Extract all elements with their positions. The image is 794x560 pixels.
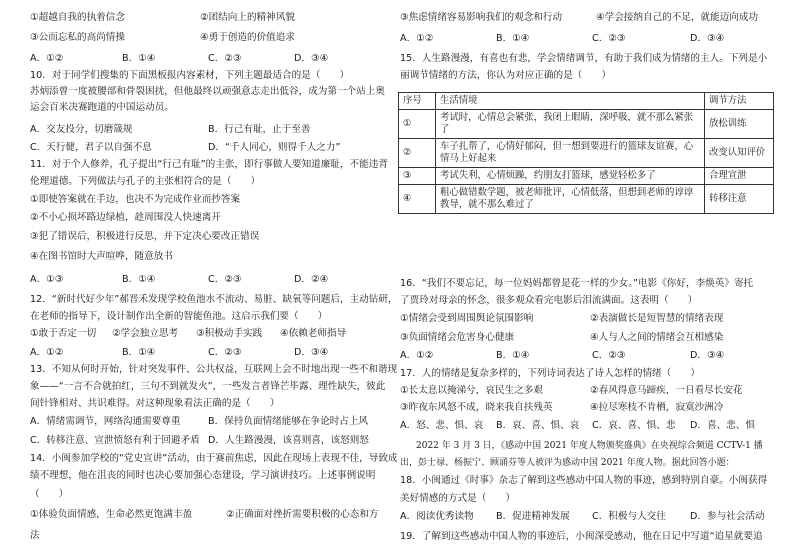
table-row-number: ④ xyxy=(399,185,436,214)
q12-item-2: ②学会独立思考 xyxy=(112,328,179,339)
q14-stem-line-1: 14．小闽参加学校的“党史宣讲”活动，由于赛前焦虑，因此在现场上表现不佳，导致成 xyxy=(30,453,398,464)
q13-stem-line-2: 象——“一言不合就拍红，三句不到就发火”，一些发言者锋芒毕露、理性缺失，彼此 xyxy=(30,381,386,392)
q16-item-4: ④人与人之间的情绪会互相感染 xyxy=(590,332,724,343)
table-row-situation: 考试失利，心情烦躁，约朋友打篮球，感觉轻松多了 xyxy=(436,168,705,185)
q9-option-d[interactable]: D．③④ xyxy=(294,53,329,64)
table-row-number: ① xyxy=(399,110,436,139)
q14-item-2: ②正确面对挫折需要积极的心态和方 xyxy=(226,509,379,520)
q10-option-c[interactable]: C．天行健，君子以自强不息 xyxy=(30,142,152,153)
q10-stem: 10．对于同学们搜集的下面黑板报内容素材，下列主题最适合的是（ ） xyxy=(30,70,350,81)
emotion-regulation-table xyxy=(398,92,774,214)
table-row-method: 改变认知评价 xyxy=(705,139,774,168)
q11-item-1: ①即使答案就在手边，也决不为完成作业而抄答案 xyxy=(30,194,241,205)
section-intro-line-1: 2022 年 3 月 3 日，《感动中国 2021 年度人物颁奖盛典》在央视综合频道 CCTV-1 播 xyxy=(416,441,763,451)
table-row-number: ② xyxy=(399,139,436,168)
table-row-method: 合理宣泄 xyxy=(705,168,774,185)
q12-option-c[interactable]: C．②③ xyxy=(208,347,242,358)
q11-option-d[interactable]: D．②④ xyxy=(294,274,329,285)
q11-option-b[interactable]: B．①④ xyxy=(122,274,156,285)
q18-option-b[interactable]: B．促进精神发展 xyxy=(496,511,570,522)
q16-item-1: ①情绪会受到周围舆论氛围影响 xyxy=(400,313,534,324)
q11-item-3: ③犯了错误后，积极进行反思，并下定决心要改正错误 xyxy=(30,231,260,242)
q17-item-2: ②春风得意马蹄疾，一日看尽长安花 xyxy=(590,385,743,396)
table-row-method: 转移注意 xyxy=(705,185,774,214)
q17-item-3: ③昨夜东风怒不成，晓来我自扶残英 xyxy=(400,402,553,413)
q12-stem-line-2: 在老师的指导下，设计制作出全新的智能鱼池。这启示我们要（ ） xyxy=(30,311,328,322)
q10-material-line-1: 苏炳添曾一度被腰部和骨裂困扰，但他最终以顽强意志走出低谷，成为第一个站上奥 xyxy=(30,86,385,97)
q19-stem: 19．了解到这些感动中国人物的事迹后，小闽深受感动，他在日记中写道“追星就要追 xyxy=(400,531,763,542)
q16-option-c[interactable]: C．②③ xyxy=(592,350,626,361)
q10-option-b[interactable]: B．行己有耻，止于至善 xyxy=(208,124,311,135)
section-intro-line-2: 出，彭士禄、杨振宁、顾诵芬等人被评为感动中国 2021 年度人物。据此回答小题： xyxy=(400,458,735,468)
q16-stem-line-1: 16．“我们不要忘记，每一位妈妈都曾是花一样的少女。”电影《你好，李焕英》寄托 xyxy=(400,278,754,289)
q12-item-4: ④依赖老师指导 xyxy=(280,328,347,339)
table-row-situation: 粗心做错数学题，被老师批评，心情低落，但想到老师的谆谆教导，就不那么难过了 xyxy=(436,185,705,214)
q14-item-4: ④学会接纳自己的不足，就能迈向成功 xyxy=(596,12,759,23)
q17-option-b[interactable]: B．哀、喜、惧、哀 xyxy=(496,420,580,431)
q13-stem-line-1: 13．不知从何时开始，针对突发事件、公共权益，互联网上会不时地出现一些不和谐现 xyxy=(30,364,398,375)
q9-item-3: ③公而忘私的高尚情操 xyxy=(30,32,125,43)
q13-option-d[interactable]: D．人生路漫漫，该喜则喜，该怒则怒 xyxy=(208,435,369,446)
q14-option-d[interactable]: D．③④ xyxy=(690,33,725,44)
right-column xyxy=(396,0,794,560)
table-row xyxy=(399,168,774,185)
q17-option-c[interactable]: C．哀、喜、惧、悲 xyxy=(592,420,676,431)
q10-option-d[interactable]: D．“千人同心，则得千人之力” xyxy=(208,142,341,153)
q18-option-d[interactable]: D．参与社会活动 xyxy=(690,511,765,522)
q17-item-1: ①长太息以掩涕兮，哀民生之多艰 xyxy=(400,385,543,396)
q13-option-c[interactable]: C．转移注意、宣泄愤怒有利于回避矛盾 xyxy=(30,435,200,446)
q12-item-1: ①敢于否定一切 xyxy=(30,328,97,339)
q18-option-c[interactable]: C．积极与人交往 xyxy=(592,511,666,522)
q16-option-b[interactable]: B．①④ xyxy=(496,350,530,361)
q14-stem-line-3: （ ） xyxy=(30,489,69,500)
table-header-situation: 生活情境 xyxy=(436,93,705,110)
q10-material-line-2: 运会百米决赛跑道的中国运动员。 xyxy=(30,102,174,113)
q18-stem-line-1: 18．小闽通过《时事》杂志了解到这些感动中国人物的事迹，感到特别自豪。小闽获得 xyxy=(400,475,768,486)
q16-item-2: ②表演做长是短智慧的情绪表现 xyxy=(590,313,724,324)
q9-item-4: ④勇于创造的价值追求 xyxy=(200,32,295,43)
q12-option-b[interactable]: B．①④ xyxy=(122,347,156,358)
q11-item-4: ④在图书馆时大声喧哗，随意放书 xyxy=(30,251,173,262)
table-row-method: 放松训练 xyxy=(705,110,774,139)
q16-item-3: ③负面情绪会危害身心健康 xyxy=(400,332,515,343)
q9-option-a[interactable]: A．①② xyxy=(30,53,64,64)
q9-item-1: ①超越自我的执着信念 xyxy=(30,12,125,23)
q14-option-a[interactable]: A．①② xyxy=(400,33,434,44)
table-header-row xyxy=(399,93,774,110)
table-row xyxy=(399,139,774,168)
q9-option-c[interactable]: C．②③ xyxy=(208,53,242,64)
q11-option-a[interactable]: A．①③ xyxy=(30,274,64,285)
q12-item-3: ③积极动手实践 xyxy=(196,328,263,339)
q14-item-3: ③焦虑情绪容易影响我们的观念和行动 xyxy=(400,12,563,23)
q14-option-c[interactable]: C．②③ xyxy=(592,33,626,44)
q13-option-b[interactable]: B．保持负面情绪能够在争论时占上风 xyxy=(208,416,369,427)
q11-item-2: ②不小心损坏路边绿植，趁周围没人快速离开 xyxy=(30,212,221,223)
q14-stem-line-2: 绩不理想，他在沮丧的同时也决心要加强心态建设，学习演讲技巧。上述事例说明 xyxy=(30,470,376,481)
q11-stem-line-1: 11．对于个人修养，孔子提出“行己有耻”的主张，即行事做人要知道廉耻，不能违背 xyxy=(30,159,388,170)
q16-option-a[interactable]: A．①② xyxy=(400,350,434,361)
q12-option-d[interactable]: D．③④ xyxy=(294,347,329,358)
table-row-number: ③ xyxy=(399,168,436,185)
q18-stem-line-2: 美好情感的方式是（ ） xyxy=(400,493,516,504)
q18-option-a[interactable]: A．阅读优秀读物 xyxy=(400,511,474,522)
table-row xyxy=(399,185,774,214)
q10-option-a[interactable]: A．交友投分，切磨箴规 xyxy=(30,124,133,135)
q17-option-d[interactable]: D．喜、悲、惧 xyxy=(690,420,755,431)
table-row-situation: 考试时，心情总会紧张，我闭上眼睛，深呼吸，就不那么紧张了 xyxy=(436,110,705,139)
q17-item-4: ④拉尽寒枝不肯栖，寂寞沙洲冷 xyxy=(590,402,724,413)
q11-stem-line-2: 伦理道德。下列做法与孔子的主张相符合的是（ ） xyxy=(30,176,261,187)
q12-stem-line-1: 12．“新时代好少年”郝晋禾发现学校鱼池水不流动、易脏、缺氧等问题后，主动钻研， xyxy=(30,294,398,305)
q17-stem: 17．人的情绪是复杂多样的，下列诗词表达了诗人怎样的情绪（ ） xyxy=(400,368,701,379)
q12-option-a[interactable]: A．①② xyxy=(30,347,64,358)
q14-item-1: ①体验负面情感，生命必然更饱满丰盈 xyxy=(30,509,193,520)
table-header-method: 调节方法 xyxy=(705,93,774,110)
q15-stem-line-2: 丽调节情绪的方法，你认为对应正确的是（ ） xyxy=(400,70,612,81)
q14-item-2-continued: 法 xyxy=(30,530,40,541)
table-row xyxy=(399,110,774,139)
q9-item-2: ②团结向上的精神风貌 xyxy=(200,12,295,23)
table-header-number: 序号 xyxy=(399,93,436,110)
table-row-situation: 车子扎帮了，心情好郁闷，但一想到要进行的篮球友谊赛，心情马上好起来 xyxy=(436,139,705,168)
q17-option-a[interactable]: A．怒、悲、惧、哀 xyxy=(400,420,484,431)
q11-option-c[interactable]: C．②③ xyxy=(208,274,242,285)
q15-stem-line-1: 15．人生路漫漫，有喜也有悲，学会情绪调节，有助于我们成为情绪的主人。下列是小 xyxy=(400,53,768,64)
q14-option-b[interactable]: B．①④ xyxy=(496,33,530,44)
q13-stem-line-3: 间针锋相对、共识难得。对这种现象看法正确的是（ ） xyxy=(30,398,280,409)
q16-stem-line-2: 了贾玲对母亲的怀念，很多观众看完电影后泪流满面。这表明（ ） xyxy=(400,295,698,306)
q16-option-d[interactable]: D．③④ xyxy=(690,350,725,361)
q13-option-a[interactable]: A．情绪需调节，网络沟通需要尊重 xyxy=(30,416,181,427)
q9-option-b[interactable]: B．①④ xyxy=(122,53,156,64)
